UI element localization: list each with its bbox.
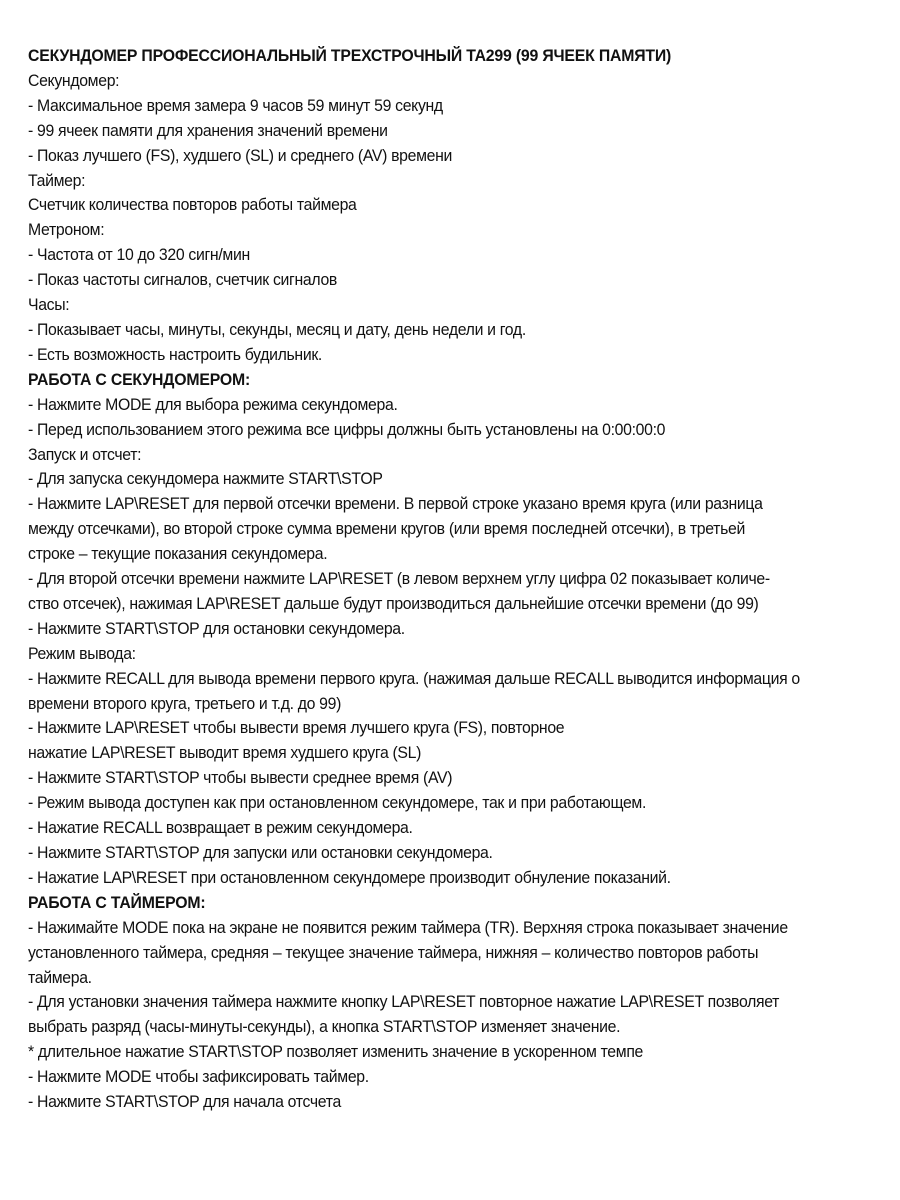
text-line <box>28 766 874 791</box>
text-line <box>28 916 874 941</box>
text-line <box>28 318 874 343</box>
text-line <box>28 1090 874 1115</box>
text-line <box>28 418 874 443</box>
text-line <box>28 193 874 218</box>
text-line <box>28 293 874 318</box>
line-text: - Нажатие LAP\RESET при остановленном секундомере производит обнуление показаний. <box>28 867 671 887</box>
section-heading <box>28 891 874 916</box>
line-text: - Показ лучшего (FS), худшего (SL) и среднего (AV) времени <box>28 145 453 165</box>
line-text: СЕКУНДОМЕР ПРОФЕССИОНАЛЬНЫЙ ТРЕХСТРОЧНЫЙ TA299 (99 ЯЧЕЕК ПАМЯТИ) <box>28 46 672 65</box>
text-line <box>28 343 874 368</box>
line-text: между отсечками), во второй строке сумма времени кругов (или время последней отсечки), в третьей <box>28 519 745 539</box>
line-text: времени второго круга, третьего и т.д. до 99) <box>28 693 342 713</box>
text-line <box>28 94 874 119</box>
text-line <box>28 841 874 866</box>
text-line <box>28 791 874 816</box>
line-text: * длительное нажатие START\STOP позволяет изменить значение в ускоренном темпе <box>28 1042 644 1062</box>
line-text: строке – текущие показания секундомера. <box>28 544 328 564</box>
text-line <box>28 1015 874 1040</box>
text-line <box>28 243 874 268</box>
line-text: РАБОТА С ТАЙМЕРОМ: <box>28 892 206 912</box>
text-line <box>28 667 874 692</box>
line-text: ство отсечек), нажимая LAP\RESET дальше будут производиться дальнейшие отсечки времени (до 99) <box>28 593 759 613</box>
line-text: - Нажатие RECALL возвращает в режим секундомера. <box>28 818 413 838</box>
line-text: - Показывает часы, минуты, секунды, месяц и дату, день недели и год. <box>28 319 526 339</box>
text-line <box>28 866 874 891</box>
line-text: - Нажимайте MODE пока на экране не появится режим таймера (TR). Верхняя строка показывает значение <box>28 917 788 937</box>
text-line <box>28 467 874 492</box>
text-line <box>28 592 874 617</box>
line-text: - Нажмите MODE для выбора режима секундомера. <box>28 394 398 414</box>
line-text: Секундомер: <box>28 70 120 90</box>
line-text: Таймер: <box>28 170 86 190</box>
line-text: - Есть возможность настроить будильник. <box>28 344 322 364</box>
line-text: - Нажмите MODE чтобы зафиксировать таймер. <box>28 1067 369 1087</box>
line-text: - Для второй отсечки времени нажмите LAP\RESET (в левом верхнем углу цифра 02 показывает количе- <box>28 569 770 589</box>
line-text: - Нажмите START\STOP для начала отсчета <box>28 1092 341 1112</box>
line-text: - Нажмите LAP\RESET для первой отсечки времени. В первой строке указано время круга (или разница <box>28 494 763 514</box>
text-line <box>28 941 874 966</box>
text-line <box>28 1040 874 1065</box>
text-line <box>28 69 874 94</box>
line-text: установленного таймера, средняя – текущее значение таймера, нижняя – количество повторов работы <box>28 942 759 962</box>
line-text: РАБОТА С СЕКУНДОМЕРОМ: <box>28 369 251 389</box>
text-line <box>28 741 874 766</box>
text-line <box>28 692 874 717</box>
line-text: - Нажмите START\STOP для остановки секундомера. <box>28 618 405 638</box>
line-text: Режим вывода: <box>28 643 136 663</box>
text-line <box>28 567 874 592</box>
line-text: - Нажмите START\STOP чтобы вывести среднее время (AV) <box>28 768 453 788</box>
text-line <box>28 169 874 194</box>
line-text: нажатие LAP\RESET выводит время худшего круга (SL) <box>28 743 422 763</box>
text-line <box>28 990 874 1015</box>
text-line <box>28 393 874 418</box>
text-line <box>28 119 874 144</box>
text-line <box>28 716 874 741</box>
text-line <box>28 642 874 667</box>
line-text: - Частота от 10 до 320 сигн/мин <box>28 245 250 265</box>
line-text: - Нажмите LAP\RESET чтобы вывести время лучшего круга (FS), повторное <box>28 718 565 738</box>
line-text: - Максимальное время замера 9 часов 59 минут 59 секунд <box>28 95 443 115</box>
line-text: - Для запуска секундомера нажмите START\STOP <box>28 469 383 489</box>
line-text: - Нажмите RECALL для вывода времени первого круга. (нажимая дальше RECALL выводится информация о <box>28 668 800 688</box>
text-line <box>28 268 874 293</box>
text-line <box>28 617 874 642</box>
line-text: таймера. <box>28 967 92 987</box>
line-text: Счетчик количества повторов работы таймера <box>28 195 357 215</box>
line-text: - Для установки значения таймера нажмите кнопку LAP\RESET повторное нажатие LAP\RESET позволяет <box>28 992 780 1012</box>
line-text: - Нажмите START\STOP для запуски или остановки секундомера. <box>28 843 493 862</box>
line-text: - Перед использованием этого режима все цифры должны быть установлены на 0:00:00:0 <box>28 419 666 439</box>
text-line <box>28 144 874 169</box>
text-line <box>28 517 874 542</box>
line-text: - Режим вывода доступен как при остановленном секундомере, так и при работающем. <box>28 793 647 813</box>
section-heading <box>28 368 874 393</box>
line-text: Часы: <box>28 295 70 315</box>
text-line <box>28 966 874 991</box>
line-text: Запуск и отсчет: <box>28 444 142 464</box>
text-line <box>28 542 874 567</box>
text-line <box>28 218 874 243</box>
line-text: - Показ частоты сигналов, счетчик сигналов <box>28 270 337 290</box>
text-line <box>28 816 874 841</box>
text-line <box>28 443 874 468</box>
line-text: - 99 ячеек памяти для хранения значений времени <box>28 120 388 140</box>
document-body <box>28 44 874 1115</box>
line-text: выбрать разряд (часы-минуты-секунды), а кнопка START\STOP изменяет значение. <box>28 1017 621 1037</box>
text-line <box>28 1065 874 1090</box>
section-heading <box>28 44 874 69</box>
line-text: Метроном: <box>28 220 105 240</box>
text-line <box>28 492 874 517</box>
